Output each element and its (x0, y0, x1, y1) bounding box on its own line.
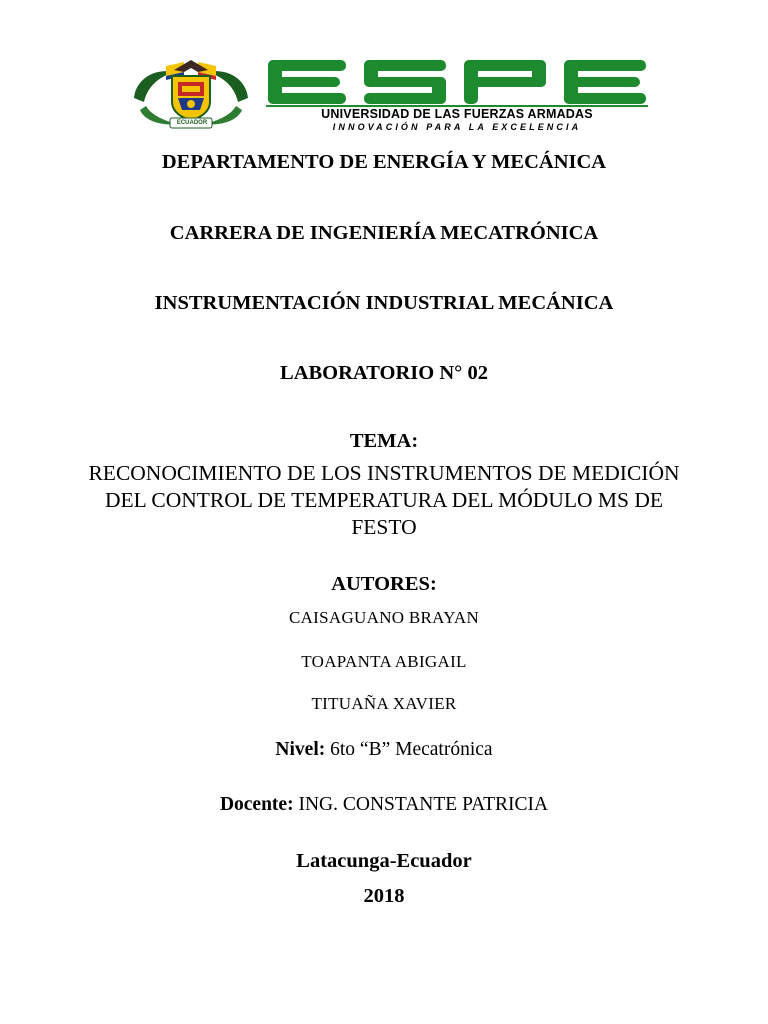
year: 2018 (363, 885, 405, 907)
espe-wordmark (266, 58, 648, 108)
university-seal-logo (126, 58, 256, 134)
career-title: CARRERA DE INGENIERÍA MECATRÓNICA (169, 222, 599, 244)
lab-number: LABORATORIO N° 02 (280, 362, 488, 384)
espe-university-name: UNIVERSIDAD DE LAS FUERZAS ARMADAS (321, 107, 593, 121)
espe-motto: INNOVACIÓN PARA LA EXCELENCIA (332, 122, 582, 132)
location: Latacunga-Ecuador (296, 850, 472, 872)
author-item: TITUAÑA XAVIER (311, 694, 457, 713)
author-item: CAISAGUANO BRAYAN (288, 608, 480, 627)
topic-label: TEMA: (349, 430, 419, 452)
teacher-line (0, 794, 768, 816)
author-item: TOAPANTA ABIGAIL (301, 652, 467, 671)
teacher-value: ING. CONSTANTE PATRICIA (298, 794, 549, 815)
course-title: INSTRUMENTACIÓN INDUSTRIAL MECÁNICA (154, 292, 614, 314)
header-logos (126, 58, 648, 134)
level-line (0, 739, 768, 761)
espe-logo (266, 58, 648, 134)
topic-text: RECONOCIMIENTO DE LOS INSTRUMENTOS DE MEDICIÓN DEL CONTROL DE TEMPERATURA DEL MÓDULO MS DE FESTO (88, 461, 680, 539)
teacher-label: Docente: (219, 794, 294, 815)
seal-caption: ECUADOR (176, 120, 208, 126)
level-label: Nivel: (275, 739, 326, 760)
level-value: 6to “B” Mecatrónica (330, 739, 493, 760)
authors-label: AUTORES: (331, 573, 437, 595)
department-title: DEPARTAMENTO DE ENERGÍA Y MECÁNICA (161, 151, 607, 173)
